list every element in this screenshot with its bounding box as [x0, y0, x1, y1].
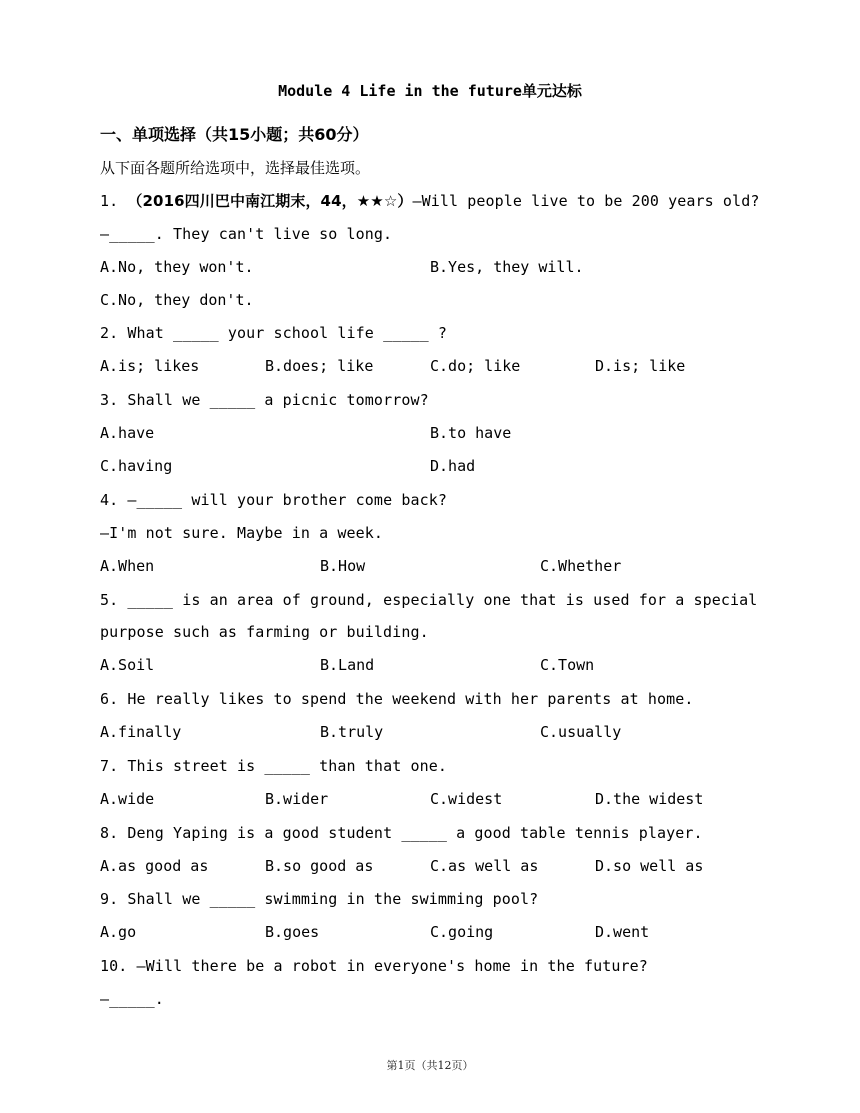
question-10-line2: —_____.	[100, 990, 164, 1008]
option-b: B.How	[320, 557, 366, 575]
option-b: B.so good as	[265, 857, 374, 875]
option-c: C.do; like	[430, 357, 521, 375]
question-number: 3.	[100, 391, 119, 409]
question-number: 2.	[100, 324, 119, 342]
question-5	[100, 589, 757, 611]
question-number: 9.	[100, 890, 119, 908]
question-number: 7.	[100, 757, 119, 775]
question-stem: _____ is an area of ground, especially one that is used for a special	[127, 591, 758, 609]
option-a: A.as good as	[100, 857, 209, 875]
question-1	[100, 190, 759, 212]
section-instruction: 从下面各题所给选项中，选择最佳选项。	[100, 159, 371, 177]
option-a: A.Soil	[100, 656, 155, 674]
question-stem: Shall we _____ swimming in the swimming pool?	[127, 890, 539, 908]
question-1-line2: —_____. They can't live so long.	[100, 225, 393, 243]
option-a: A.is; likes	[100, 357, 200, 375]
option-d: D.had	[430, 457, 476, 475]
option-d: D.the widest	[595, 790, 704, 808]
question-4	[100, 489, 447, 511]
page-footer: 第1页（共12页）	[386, 1059, 474, 1072]
option-b: B.does; like	[265, 357, 374, 375]
question-7	[100, 755, 447, 777]
option-d: D.went	[595, 923, 650, 941]
option-b: B.Land	[320, 656, 375, 674]
question-stem: —Will people live to be 200 years old?	[412, 192, 760, 210]
option-a: A.have	[100, 424, 155, 442]
question-source: （2016四川巴中南江期末，44，★★☆）	[127, 192, 413, 210]
question-6	[100, 688, 694, 710]
question-3	[100, 389, 429, 411]
question-4-line2: —I'm not sure. Maybe in a week.	[100, 524, 384, 542]
question-number: 4.	[100, 491, 119, 509]
option-c: C.widest	[430, 790, 503, 808]
question-stem: This street is _____ than that one.	[127, 757, 447, 775]
page-title: Module 4 Life in the future单元达标	[278, 82, 582, 100]
option-b: B.wider	[265, 790, 329, 808]
option-d: D.is; like	[595, 357, 686, 375]
question-2	[100, 322, 447, 344]
section-heading: 一、单项选择（共15小题；共60分）	[100, 125, 369, 144]
option-c: C.Town	[540, 656, 595, 674]
option-a: A.go	[100, 923, 137, 941]
question-number: 8.	[100, 824, 119, 842]
option-b: B.Yes, they will.	[430, 258, 584, 276]
option-c: C.No, they don't.	[100, 291, 254, 309]
option-d: D.so well as	[595, 857, 704, 875]
question-stem: He really likes to spend the weekend with her parents at home.	[127, 690, 694, 708]
option-c: C.Whether	[540, 557, 622, 575]
question-stem: What _____ your school life _____ ?	[127, 324, 447, 342]
question-stem: —_____ will your brother come back?	[127, 491, 447, 509]
option-a: A.No, they won't.	[100, 258, 254, 276]
question-8	[100, 822, 703, 844]
option-a: A.When	[100, 557, 155, 575]
option-a: A.finally	[100, 723, 182, 741]
option-b: B.goes	[265, 923, 320, 941]
option-b: B.truly	[320, 723, 384, 741]
question-number: 6.	[100, 690, 119, 708]
question-number: 1.	[100, 192, 119, 210]
option-a: A.wide	[100, 790, 155, 808]
question-10	[100, 955, 648, 977]
option-c: C.as well as	[430, 857, 539, 875]
question-number: 5.	[100, 591, 119, 609]
option-c: C.going	[430, 923, 494, 941]
option-c: C.usually	[540, 723, 622, 741]
question-5-line2: purpose such as farming or building.	[100, 623, 429, 641]
question-stem: —Will there be a robot in everyone's home in the future?	[136, 957, 648, 975]
question-number: 10.	[100, 957, 128, 975]
question-9	[100, 888, 538, 910]
question-stem: Shall we _____ a picnic tomorrow?	[127, 391, 429, 409]
option-c: C.having	[100, 457, 173, 475]
option-b: B.to have	[430, 424, 512, 442]
question-stem: Deng Yaping is a good student _____ a good table tennis player.	[127, 824, 703, 842]
